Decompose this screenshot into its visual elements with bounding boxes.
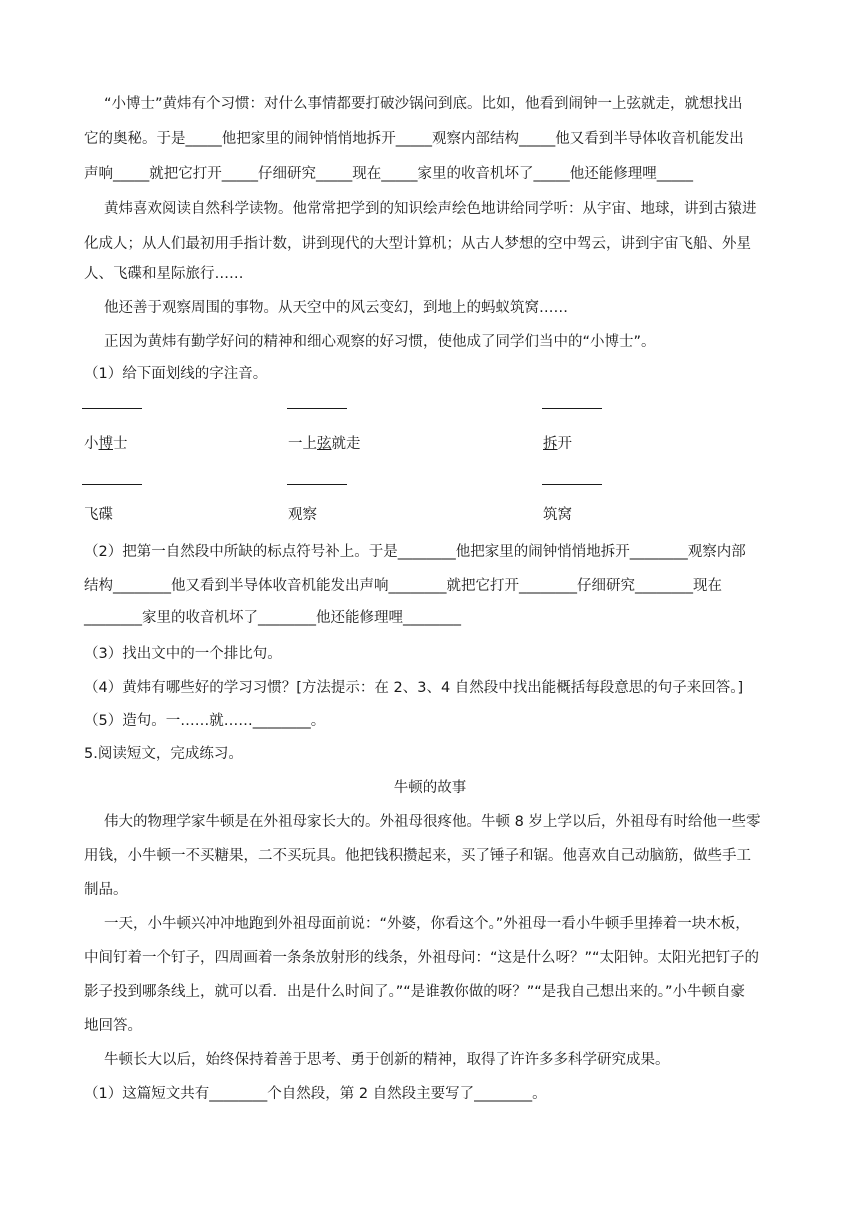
pinyin-word: 筑窝 — [543, 507, 572, 523]
question-2-line-3: ________家里的收音机坏了________他还能修理哩________ — [84, 610, 461, 626]
passage-paragraph-2-line-2: 化成人；从人们最初用手指计数，讲到现代的大型计算机；从古人梦想的空中驾云，讲到宇宙飞船、外星 — [84, 236, 751, 252]
answer-blank[interactable] — [82, 408, 142, 409]
passage-paragraph-3: 他还善于观察周围的事物。从天空中的风云变幻，到地上的蚂蚁筑窝…… — [104, 300, 568, 316]
answer-blank[interactable] — [287, 408, 347, 409]
section-5-heading: 5.阅读短文，完成练习。 — [84, 746, 243, 762]
passage-paragraph-1-line-3: 声响_____就把它打开_____仔细研究_____现在_____家里的收音机坏了_____他还能修理哩_____ — [84, 166, 693, 182]
passage-paragraph-4: 正因为黄炜有勤学好问的精神和细心观察的好习惯，使他成了同学们当中的“小博士”。 — [104, 334, 656, 350]
answer-blank[interactable] — [82, 484, 142, 485]
question-3: （3）找出文中的一个排比句。 — [84, 646, 282, 662]
story-paragraph-2-line-2: 中间钉着一个钉子，四周画着一条条放射形的线条，外祖母问：“这是什么呀？”“太阳钟。太阳光把钉子的 — [84, 950, 760, 966]
pinyin-word: 飞碟 — [84, 507, 113, 523]
story-paragraph-1-line-3: 制品。 — [84, 882, 128, 898]
passage-paragraph-2-line-1: 黄炜喜欢阅读自然科学读物。他常常把学到的知识绘声绘色地讲给同学听：从宇宙、地球，讲到古猿进 — [104, 201, 757, 217]
story-paragraph-1-line-2: 用钱，小牛顿一不买糖果，二不买玩具。他把钱积攒起来，买了锤子和锯。他喜欢自己动脑筋，做些手工 — [84, 848, 751, 864]
answer-blank[interactable] — [287, 484, 347, 485]
question-4: （4）黄炜有哪些好的学习习惯？[方法提示：在 2、3、4 自然段中找出能概括每段意思的句子来回答。] — [84, 680, 744, 696]
story-paragraph-3: 牛顿长大以后，始终保持着善于思考、勇于创新的精神，取得了许许多多科学研究成果。 — [104, 1052, 670, 1068]
question-5: （5）造句。一……就……________。 — [84, 713, 326, 729]
question-2-line-1: （2）把第一自然段中所缺的标点符号补上。于是________他把家里的闹钟悄悄地拆开________观察内部 — [84, 544, 746, 560]
question-1-prompt: （1）给下面划线的字注音。 — [84, 366, 268, 382]
passage-paragraph-2-line-3: 人、飞碟和星际旅行…… — [84, 266, 244, 282]
story-paragraph-2-line-3: 影子投到哪条线上，就可以看．出是什么时间了。”“是谁教你做的呀？”“是我自己想出来的。”小牛顿自豪 — [84, 984, 746, 1000]
answer-blank[interactable] — [542, 408, 602, 409]
answer-blank[interactable] — [542, 484, 602, 485]
pinyin-word: 观察 — [288, 507, 317, 523]
pinyin-word: 一上弦就走 — [288, 436, 361, 452]
story-paragraph-2-line-4: 地回答。 — [84, 1018, 142, 1034]
pinyin-word: 拆开 — [543, 436, 572, 452]
passage-paragraph-1-line-1: “小博士”黄炜有个习惯：对什么事情都要打破沙锅问到底。比如，他看到闹钟一上弦就走，就想找出 — [104, 96, 743, 112]
story-paragraph-2-line-1: 一天，小牛顿兴冲冲地跑到外祖母面前说：“外婆，你看这个。”外祖母一看小牛顿手里捧着一块木板， — [104, 916, 750, 932]
question-2-line-2: 结构________他又看到半导体收音机能发出声响________就把它打开________仔细研究________现在 — [84, 578, 722, 594]
passage-paragraph-1-line-2: 它的奥秘。于是_____他把家里的闹钟悄悄地拆开_____观察内部结构_____他又看到半导体收音机能发出 — [84, 131, 744, 147]
story-question-1: （1）这篇短文共有________个自然段，第 2 自然段主要写了________。 — [84, 1086, 547, 1102]
story-paragraph-1-line-1: 伟大的物理学家牛顿是在外祖母家长大的。外祖母很疼他。牛顿 8 岁上学以后，外祖母有时给他一些零 — [104, 814, 761, 830]
pinyin-word: 小博士 — [84, 436, 128, 452]
story-title: 牛顿的故事 — [393, 780, 467, 796]
